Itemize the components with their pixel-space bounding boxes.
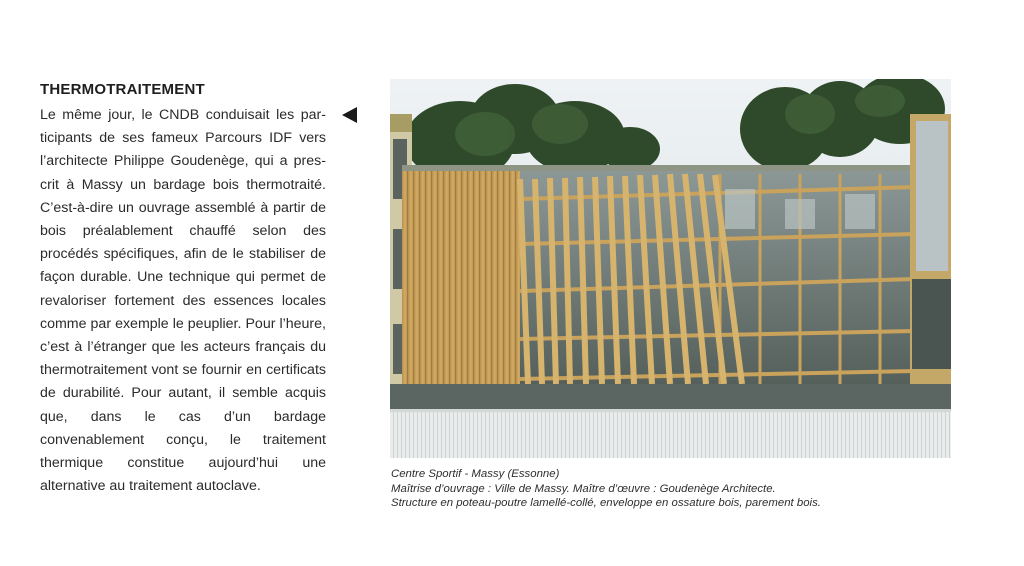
caption-structure: Structure en poteau-poutre lamellé-collé, enveloppe en ossature bois, parement bois. [391,497,821,509]
photo-caption [391,467,951,511]
article-column [40,80,326,498]
caption-credits: Maîtrise d’ouvrage : Ville de Massy. Maître d’œuvre : Goudenège Architecte. [391,482,776,495]
caption-title: Centre Sportif - Massy (Essonne) [391,468,560,480]
left-triangle-arrow-icon [342,107,357,123]
article-paragraph: Le même jour, le CNDB conduisait les participants de ses fameux Parcours IDF vers l’architecte Philippe Goudenège, qui a prescrit à Massy un bardage bois thermotraité. C’est-à-dire un ouvrage assemblé à partir de bois préalablement chauffé selon des procédés spécifiques, afin de le stabiliser de façon durable. Une technique qui permet de revaloriser fortement des essences locales comme par exemple le peuplier. Pour l’heure, c’est à l’étranger que les acteurs français du thermotraitement vont se fournir en certificats de durabilité. Pour autant, il semble acquis que, dans le cas d’un bardage convenablement conçu, le traitement thermique constitue aujourd’hui une alternative au traitement autoclave. [40,107,326,495]
article-heading: THERMOTRAITEMENT [40,81,205,98]
building-facade-photo [390,79,951,458]
